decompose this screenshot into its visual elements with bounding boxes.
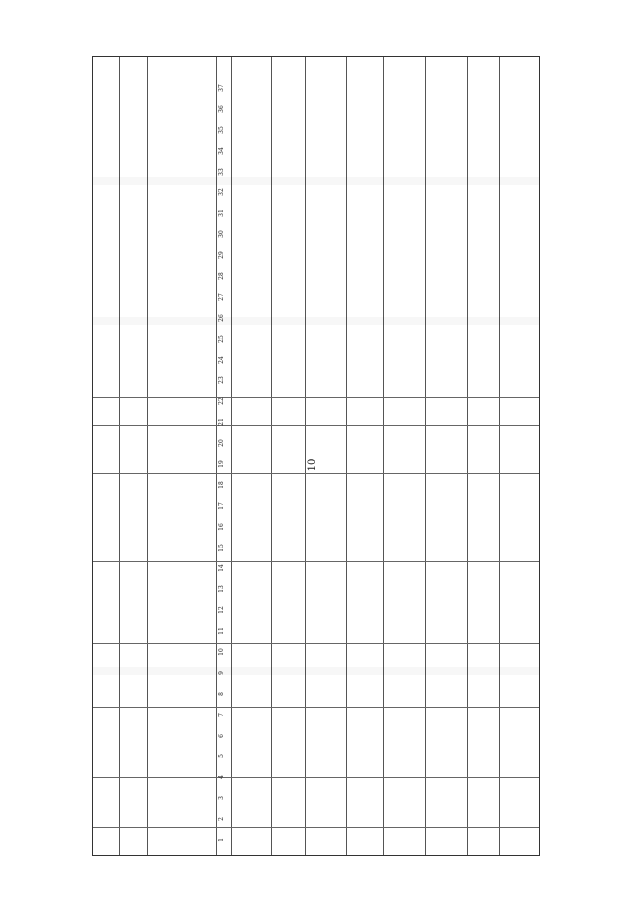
column-number: 36 bbox=[218, 105, 225, 113]
column-number: 27 bbox=[218, 293, 225, 301]
column-number: 12 bbox=[218, 606, 225, 615]
scan-shade bbox=[93, 317, 539, 325]
column-number: 15 bbox=[218, 543, 225, 552]
column-number: 29 bbox=[218, 251, 225, 259]
grid-line bbox=[93, 777, 539, 778]
column-number: 34 bbox=[218, 146, 225, 155]
grid-line bbox=[93, 473, 539, 474]
scan-shade bbox=[93, 667, 539, 675]
column-number: 1 bbox=[218, 838, 225, 842]
column-number: 26 bbox=[218, 313, 225, 322]
column-number: 7 bbox=[218, 712, 225, 717]
column-number: 11 bbox=[218, 627, 225, 635]
column-number: 31 bbox=[218, 209, 225, 218]
column-number: 33 bbox=[218, 167, 225, 176]
column-number: 22 bbox=[218, 397, 225, 406]
grid-line bbox=[93, 397, 539, 398]
column-number: 2 bbox=[218, 817, 225, 822]
grid-line bbox=[93, 561, 539, 562]
column-number: 35 bbox=[218, 125, 225, 134]
column-number: 24 bbox=[218, 355, 225, 364]
column-number: 21 bbox=[218, 418, 225, 427]
column-number: 3 bbox=[218, 796, 225, 801]
column-number: 32 bbox=[218, 188, 225, 197]
column-number: 10 bbox=[218, 648, 225, 656]
column-number: 5 bbox=[218, 754, 225, 759]
grid-line bbox=[93, 643, 539, 644]
column-number: 13 bbox=[218, 585, 225, 594]
column-number: 28 bbox=[218, 272, 225, 280]
column-number: 37 bbox=[218, 84, 225, 92]
grid-line bbox=[93, 827, 539, 828]
column-number: 14 bbox=[218, 564, 225, 573]
column-number: 25 bbox=[218, 334, 225, 343]
column-number: 16 bbox=[218, 522, 225, 531]
column-number: 9 bbox=[218, 670, 225, 675]
column-number: 6 bbox=[218, 733, 225, 738]
column-number: 30 bbox=[218, 230, 225, 239]
grid-line bbox=[93, 425, 539, 426]
column-number: 23 bbox=[218, 376, 225, 385]
program-table bbox=[92, 56, 540, 856]
page-number: 10 bbox=[307, 458, 318, 472]
column-number: 20 bbox=[218, 439, 225, 447]
column-number: 17 bbox=[218, 501, 225, 510]
column-number: 8 bbox=[218, 691, 225, 696]
column-number: 18 bbox=[218, 481, 225, 489]
grid-line bbox=[93, 707, 539, 708]
column-number: 4 bbox=[218, 775, 225, 780]
scan-shade bbox=[93, 177, 539, 185]
column-number: 19 bbox=[218, 460, 225, 468]
